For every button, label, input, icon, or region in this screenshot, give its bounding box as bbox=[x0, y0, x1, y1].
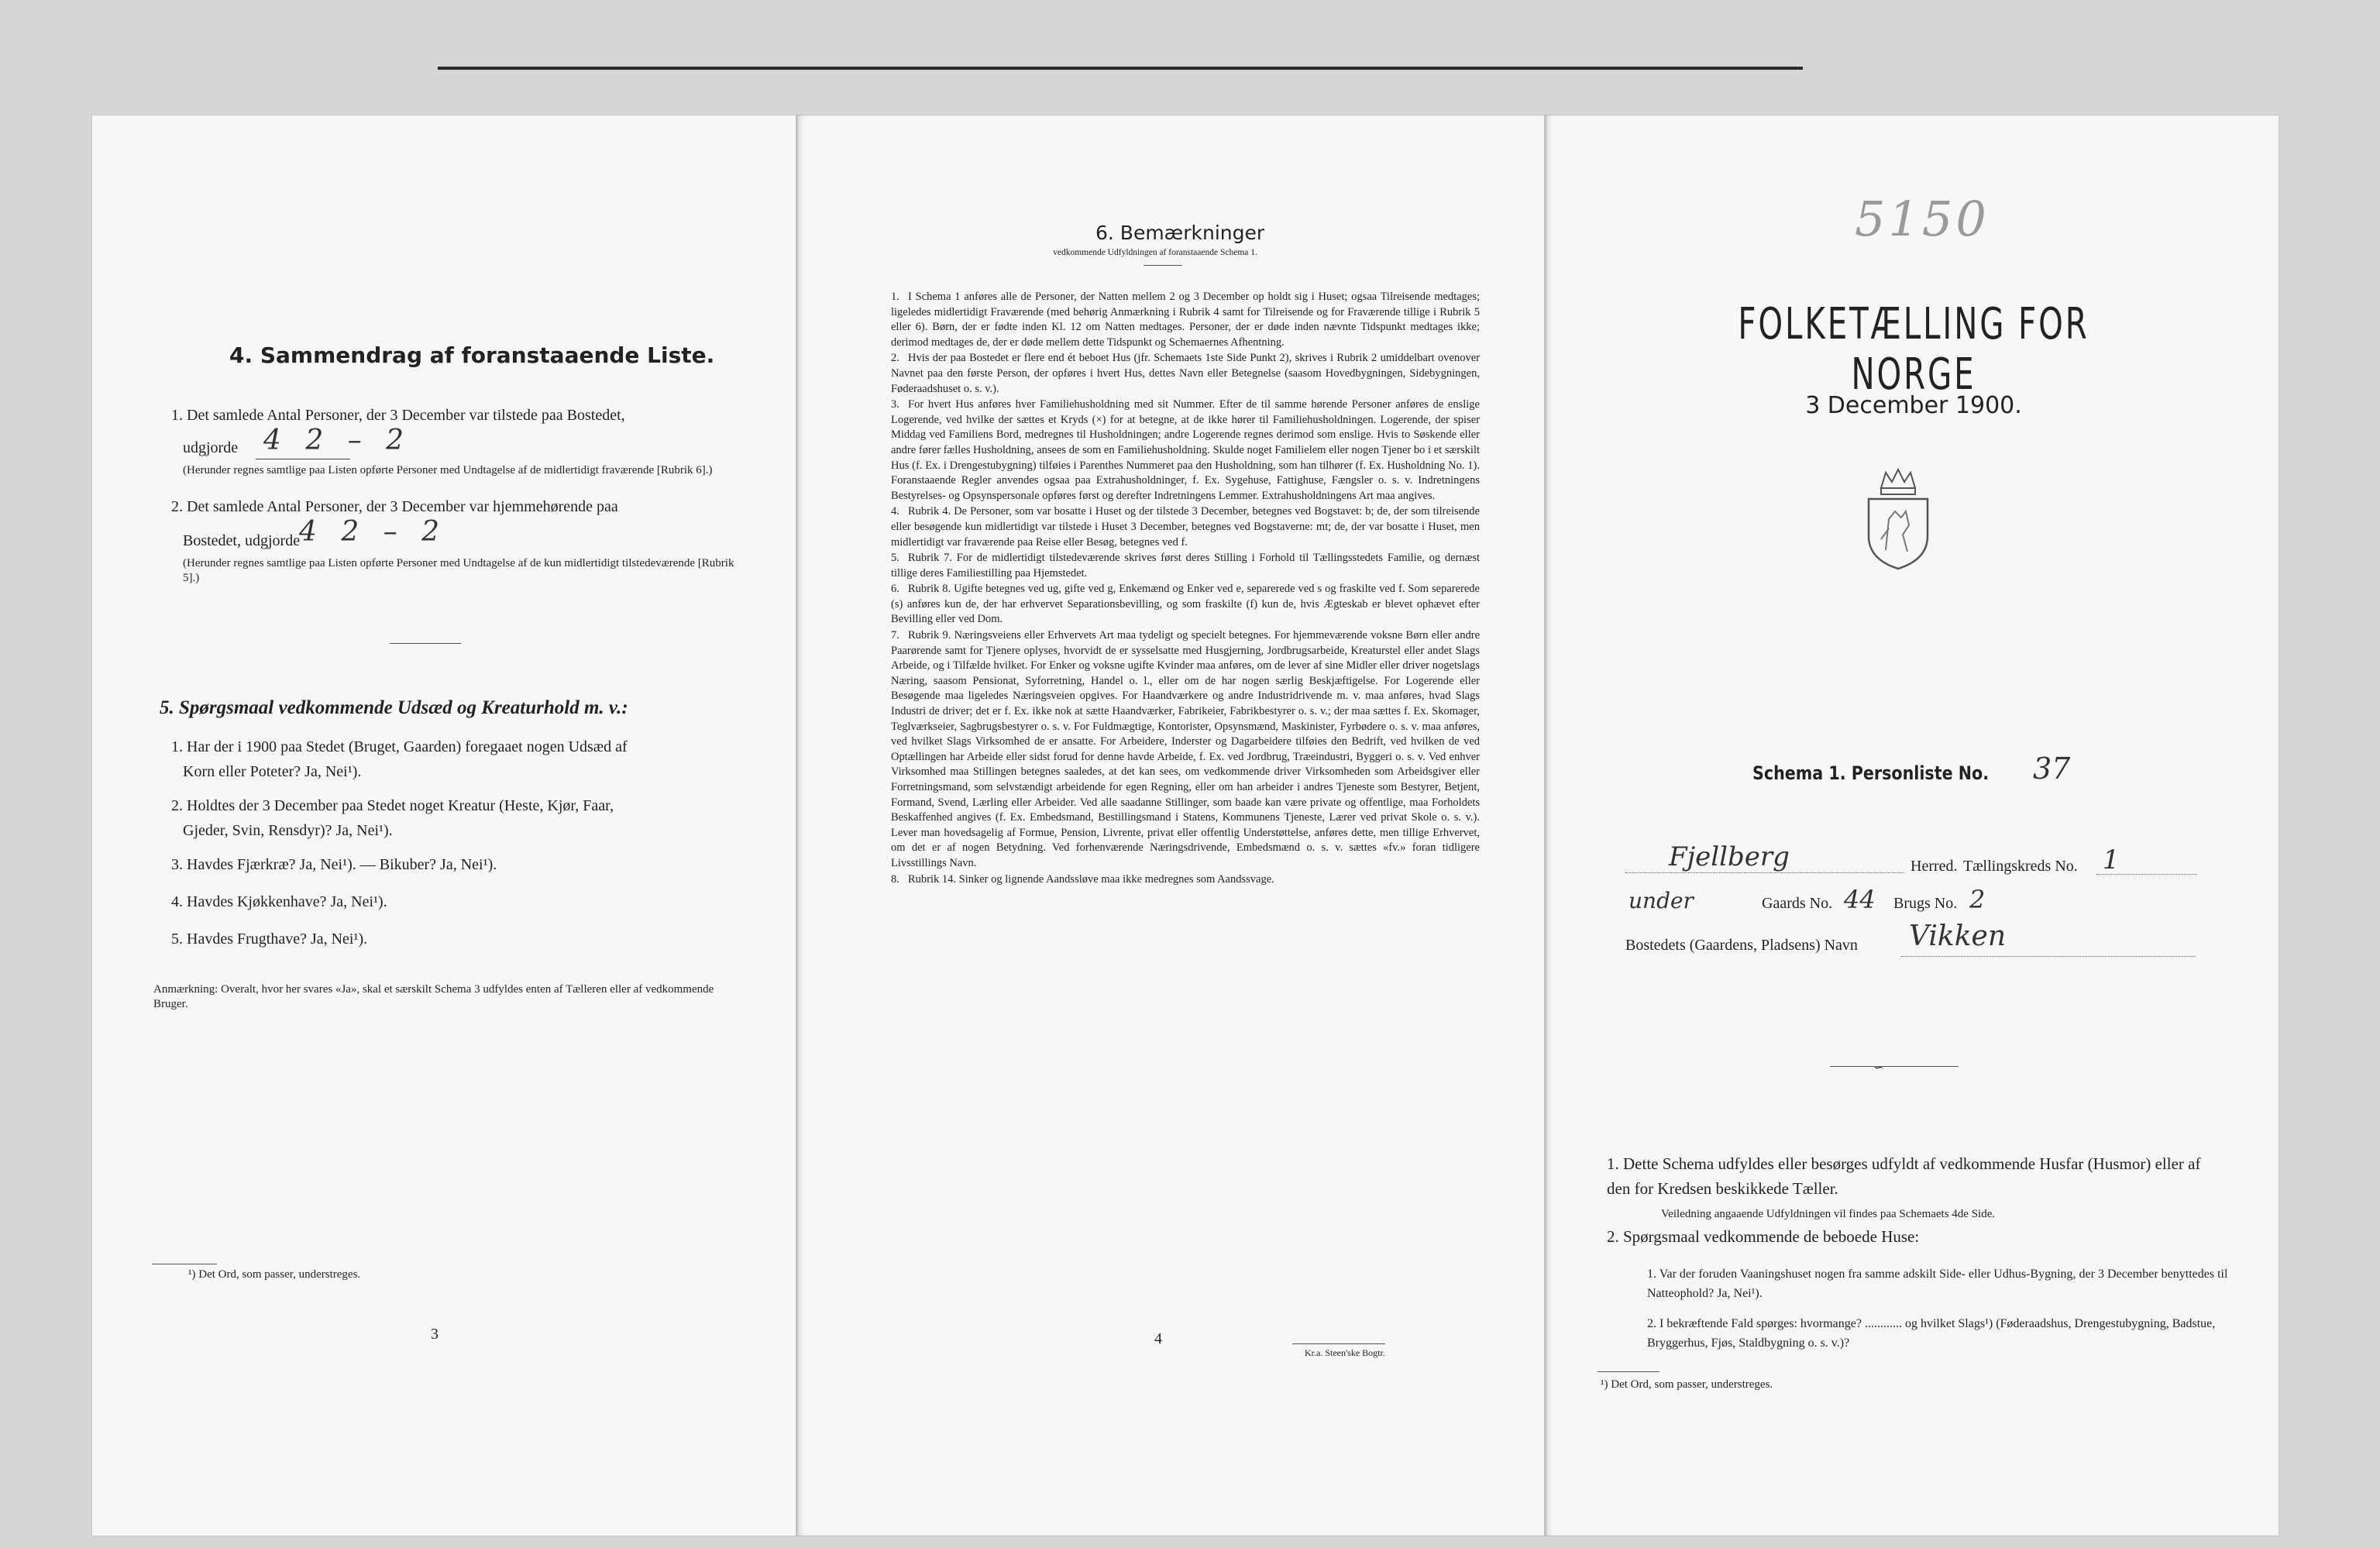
q2-note: (Herunder regnes samtlige paa Listen opførte Personer med Undtagelse af de kun midlertidigt tilstedeværende [Rubrik 5].) bbox=[183, 557, 734, 584]
bosted-label: Bostedets (Gaardens, Pladsens) Navn bbox=[1625, 937, 1858, 954]
printer-rule bbox=[1292, 1343, 1385, 1344]
divider bbox=[390, 643, 461, 644]
crops-q1-b: Korn eller Poteter? Ja, Nei¹). bbox=[183, 763, 362, 780]
subheading-rule bbox=[1144, 265, 1182, 266]
remark: Anmærkning: Overalt, hvor her svares «Ja», skal et særskilt Schema 3 udfyldes enten af Tælleren eller af vedkommende Bruger. bbox=[153, 983, 714, 1010]
footnote: ¹) Det Ord, som passer, understreges. bbox=[188, 1268, 361, 1281]
page-number: 3 bbox=[431, 1326, 439, 1343]
ornament-icon: ∽ bbox=[1873, 1061, 1884, 1075]
page-number: 4 bbox=[1154, 1330, 1162, 1347]
crops-q3: 3. Havdes Fjærkræ? Ja, Nei¹). — Bikuber? Ja, Nei¹). bbox=[171, 856, 497, 873]
q2-handwritten-answer: 4 2 – 2 bbox=[299, 516, 448, 548]
remark-item: 7. Rubrik 9. Næringsveiens eller Erhvervets Art maa tydeligt og specielt betegnes. For hjemmeværende voksne Børn eller andre Paarørende samt for Tjenere oplyses, hvorvidt de er sysselsatte med Husgjerning, Jordbrugsarbeide, Kreaturstel eller andet Slags Arbeide, og i Tilfælde hvilket. For Enker og voksne ugifte Kvinder maa anføres, om de lever af sine Midler eller driver nogetslags Næring, saasom Pensionat, Syforretning, Handel o. l., eller om de har nogen særlig Beskjæftigelse. For Logerende eller Besøgende maa ligeledes Næringsveien opgives. For Haandværkere og andre Industridrivende m. v. maa anføres, hvad Slags Industri de driver; det er f. Ex. ikke nok at sætte Haandværker, Fabrikeier, Fabrikbestyrer o. s. v.; der maa sættes f. Ex. Skomager, Teglværkseier, Sagbrugsbestyrer o. s. v. For Fuldmægtige, Kontorister, Opsynsmænd, Maskinister, Fyrbødere o. s. v. maa anføres, ved hvilket Slags Virksomhed de er ansatte. For Arbeidere, Inderster og Dagarbeidere tilføies den Bedrift, ved hvilken de ved Optællingen har Arbeide eller sidst forud for denne havde Arbeide, f. Ex. ved Jordbrug, Træeindustri, Byggeri o. s. v. Ved enhver Virksomhed maa Stillingen betegnes saaledes, at det kan sees, om vedkommende driver Virksomheden som Arbeidsgiver eller Forretningsmand, som selvstændigt arbeidende for egen Regning, eller om han arbeider i andres Tjeneste som Bestyrer, Betjent, Formand, Svend, Lærling eller Arbeider. Ved alle saadanne Stillinger, som baade kan være private og offentlige, maa Forholdets Beskaffenhed angives (f. Ex. Embedsmand, Bestillingsmand i Statens, Kommunens Tjeneste, Lærer ved privat Skole o. s. v.). Lever man hovedsagelig af Formue, Pension, Livrente, privat eller offentlig Understøttelse, anføres dette, men tillige Erhvervet, om det er af nogen Betydning. Ved forhenværende Næringsdrivende, Embedsmænd o. s. v. sættes «fv.» foran tidligere Livsstillings Navn. bbox=[891, 629, 1480, 869]
ornament-rule-right bbox=[1892, 1066, 1959, 1067]
kreds-label: Tællingskreds No. bbox=[1963, 858, 2078, 875]
remark-item: 3. For hvert Hus anføres hver Familiehusholdning med sit Nummer. Efter de til samme hørende Personer anføres de enslige Logerende, ved hvilke der sættes et Kryds (×) for at betegne, at de ikke hører til Familiehusholdningen. Logerende, der spiser Middag ved Familiens Bord, medregnes til Husholdningen; andre Logerende regnes derimod som enslige. Hvis to Søskende eller andre fører fælles Husholdning, ansees de som en Familiehusholdning. Skulde noget Familielem eller nogen Tjener bo i et særskilt Hus (f. Ex. i Drengestubygning) tilføies i Parenthes Nummeret paa den Husholdning, som han tilhører (f. Ex. Husholdning No. 1). Foranstaaende Regler anvendes ogsaa paa Extrahusholdninger, f. Ex. Sygehuse, Fattighuse, Fængsler o. s. v. Indretningens Bestyrelses- og Opsynspersonale opføres først og derefter Indretningens Lemmer. Extrahusholdningens Art maa angives. bbox=[891, 398, 1480, 502]
q1-udgjorde: udgjorde bbox=[183, 439, 239, 456]
gaard-prefix: under bbox=[1629, 888, 1694, 913]
schema-label: Schema 1. Personliste No. bbox=[1752, 762, 1990, 784]
q2-text: 2. Det samlede Antal Personer, der 3 December var hjemmehørende paa bbox=[171, 498, 618, 515]
remarks-subheading: vedkommende Udfyldningen af foranstaaende Schema 1. bbox=[1053, 248, 1257, 257]
herred-value: Fjellberg bbox=[1669, 841, 1790, 872]
middle-page bbox=[796, 115, 1545, 1536]
remark-item: 5. Rubrik 7. For de midlertidigt tilstedeværende skrives først deres Stilling i Forhold til Tællingsstedets Familie, og dernæst tillige deres Familiestilling paa Hjemstedet. bbox=[891, 552, 1480, 580]
bosted-value: Vikken bbox=[1909, 920, 2006, 952]
instruction-2-1: 1. Var der foruden Vaaningshuset nogen fra samme adskilt Side- eller Udhus-Bygning, der 3 December benyttedes til Natteophold? Ja, Nei¹). bbox=[1647, 1268, 2228, 1300]
remarks-list bbox=[891, 290, 1480, 888]
bosted-dotted-line bbox=[1901, 956, 2196, 958]
brugs-number: 2 bbox=[1969, 885, 1986, 914]
q1-note: (Herunder regnes samtlige paa Listen opførte Personer med Undtagelse af de midlertidigt fraværende [Rubrik 6].) bbox=[183, 464, 713, 476]
herred-label: Herred. bbox=[1911, 858, 1958, 875]
remarks-heading: 6. Bemærkninger bbox=[1095, 222, 1265, 244]
q2-bostedet: Bostedet, udgjorde bbox=[183, 532, 301, 549]
crops-q5: 5. Havdes Frugthave? Ja, Nei¹). bbox=[171, 931, 368, 948]
herred-dotted-line bbox=[1625, 872, 1904, 874]
remark-item: 4. Rubrik 4. De Personer, som var bosatte i Huset og der tilstede 3 December, betegnes ved Bogstavet: b; de, der som tilreisende eller besøgende kun midlertidigt var tilstede i Huset 3 December, betegnes ved Bogstaverne: mt; de, der var bosatte i Huset, men midlertidigt var fraværende paa Reise eller Besøg, betegnes ved f. bbox=[891, 505, 1480, 549]
crops-q2-b: Gjeder, Svin, Rensdyr)? Ja, Nei¹). bbox=[183, 822, 393, 839]
coat-of-arms-icon bbox=[1858, 465, 1938, 572]
pencil-archive-number: 5150 bbox=[1855, 191, 1990, 247]
heading-crops: 5. Spørgsmaal vedkommende Udsæd og Kreaturhold m. v.: bbox=[160, 697, 628, 718]
footnote: ¹) Det Ord, som passer, understreges. bbox=[1601, 1378, 1773, 1391]
top-scan-line bbox=[438, 67, 1803, 70]
heading-summary: 4. Sammendrag af foranstaaende Liste. bbox=[229, 342, 715, 368]
instruction-1-note: Veiledning angaaende Udfyldningen vil findes paa Schemaets 4de Side. bbox=[1661, 1208, 1996, 1220]
remark-item: 6. Rubrik 8. Ugifte betegnes ved ug, gifte ved g, Enkemænd og Enker ved e, separerede ved s og fraskilte ved f. Som separerede (s) anføres kun de, der har erhvervet Separationsbevilling, og som fraskilte (f) kun de, hvis Ægteskab er blevet ophævet efter Bevilling eller ved Dom. bbox=[891, 583, 1480, 626]
footnote-rule bbox=[1598, 1371, 1659, 1372]
gaard-label: Gaards No. bbox=[1762, 895, 1833, 912]
census-date: 3 December 1900. bbox=[1805, 392, 2022, 419]
q1-handwritten-answer: 4 2 – 2 bbox=[263, 425, 412, 456]
kreds-dotted-line bbox=[2096, 874, 2197, 875]
right-page bbox=[1545, 115, 2279, 1536]
schema-number: 37 bbox=[2033, 752, 2071, 786]
q1-text: 1. Det samlede Antal Personer, der 3 December var tilstede paa Bostedet, bbox=[171, 407, 625, 424]
left-page bbox=[91, 115, 796, 1536]
gaard-number: 44 bbox=[1844, 885, 1876, 914]
printer-imprint: Kr.a. Steen'ske Bogtr. bbox=[1305, 1347, 1385, 1358]
remark-item: 8. Rubrik 14. Sinker og lignende Aandssløve maa ikke medregnes som Aandssvage. bbox=[891, 872, 1274, 886]
crops-q4: 4. Havdes Kjøkkenhave? Ja, Nei¹). bbox=[171, 893, 387, 910]
crops-q1-a: 1. Har der i 1900 paa Stedet (Bruget, Gaarden) foregaaet nogen Udsæd af bbox=[171, 738, 628, 755]
census-title: FOLKETÆLLING FOR NORGE bbox=[1738, 299, 2089, 400]
instruction-2-2: 2. I bekræftende Fald spørges: hvormange? ............ og hvilket Slags¹) (Føderaadshus, Drengestubygning, Badstue, Bryggerhus, Fjøs, Staldbygning o. s. v.)? bbox=[1647, 1317, 2216, 1350]
instruction-2: 2. Spørgsmaal vedkommende de beboede Huse: bbox=[1607, 1227, 1920, 1246]
brugs-label: Brugs No. bbox=[1893, 895, 1958, 912]
crops-q2-a: 2. Holdtes der 3 December paa Stedet noget Kreatur (Heste, Kjør, Faar, bbox=[171, 797, 614, 814]
remark-item: 1. I Schema 1 anføres alle de Personer, der Natten mellem 2 og 3 December op holdt sig i Huset; ogsaa Tilreisende medtages; ligeledes midlertidigt Fraværende (med behørig Anmærkning i Rubrik 4 samt for Tilreisende og for Fraværende tillige i Rubrik 5 eller 6). Børn, der er fødte inden Kl. 12 om Natten medtages. Personer, der er døde inden nævnte Tidspunkt medtages ikke; derimod medtages de, der er døde mellem dette Tidspunkt og Schemaernes Afhentning. bbox=[891, 291, 1480, 349]
instruction-1: 1. Dette Schema udfyldes eller besørges udfyldt af vedkommende Husfar (Husmor) eller af den for Kredsen beskikkede Tæller. bbox=[1607, 1154, 2201, 1198]
kreds-number: 1 bbox=[2103, 845, 2120, 875]
remark-item: 2. Hvis der paa Bostedet er flere end ét beboet Hus (jfr. Schemaets 1ste Side Punkt 2), skrives i Rubrik 2 umiddelbart ovenover Navnet paa den første Person, der opføres i hvert Hus, dettes Navn eller Betegnelse (saasom Hovedbygningen, Sidebygningen, Føderaadshuset o. s. v.). bbox=[891, 352, 1480, 395]
